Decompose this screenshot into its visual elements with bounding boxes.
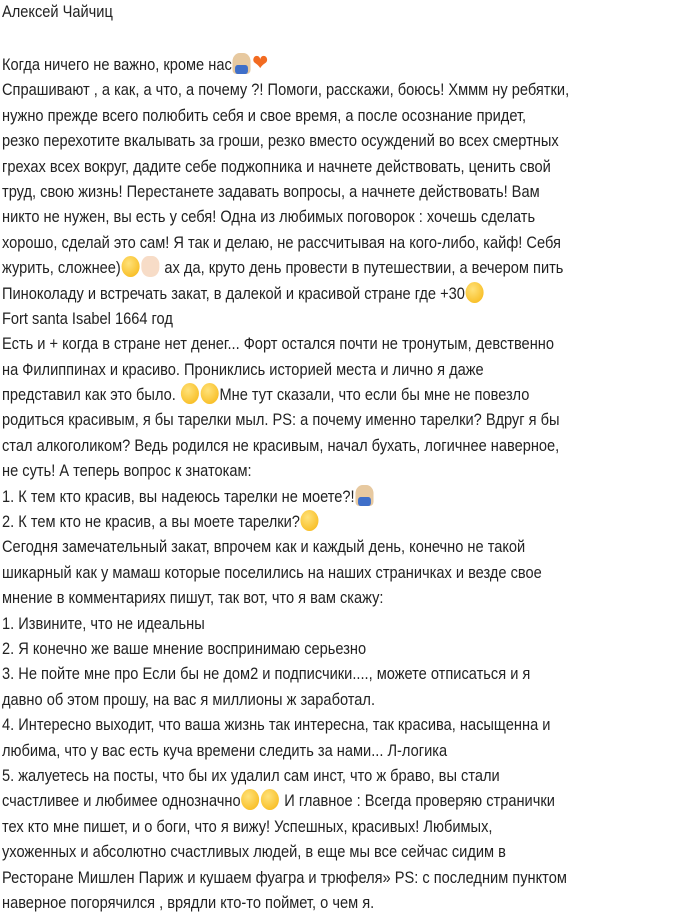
text-segment: 3. Не пойте мне про Если бы не дом2 и подписчики...., можете отписаться и я xyxy=(2,664,531,684)
text-segment: счастливее и любимее однозначно xyxy=(2,791,241,811)
text-segment: Ресторане Мишлен Париж и кушаем фуагра и трюфеля» PS: с последним пунктом xyxy=(2,867,567,887)
text-segment: мнение в комментариях пишут, так вот, что я вам скажу: xyxy=(2,588,384,608)
text-line xyxy=(2,255,569,280)
text-line xyxy=(2,534,569,559)
text-segment: грехах всех вокруг, дадите себе поджопника и начнете действовать, ценить свой xyxy=(2,156,551,176)
text-segment: на Филиппинах и красиво. Прониклись историей места и лично я даже xyxy=(2,359,484,379)
text-segment: Мне тут сказали, что если бы мне не повезло xyxy=(219,385,530,405)
text-line xyxy=(2,636,569,661)
text-segment: Когда ничего не важно, кроме нас xyxy=(2,55,232,74)
tears-of-joy-icon xyxy=(261,789,279,810)
grinning-sweat-icon xyxy=(122,256,140,277)
text-line xyxy=(2,331,569,356)
text-line xyxy=(2,814,569,839)
text-segment: Пиноколаду и встречать закат, в далекой и красивой стране где +30 xyxy=(2,283,465,303)
text-segment: Сегодня замечательный закат, впрочем как и каждый день, конечно не такой xyxy=(2,537,526,557)
text-segment: 2. К тем кто не красив, а вы моете тарелки? xyxy=(2,512,300,532)
text-segment: тех кто мне пишет, и о боги, что я вижу! Успешных, красивых! Любимых, xyxy=(2,816,493,836)
text-line xyxy=(2,103,569,128)
post-body xyxy=(2,52,661,915)
text-line xyxy=(2,433,569,458)
text-line xyxy=(2,204,569,229)
face-with-monocle-icon xyxy=(181,383,199,404)
text-segment: 5. жалуетесь на посты, что бы их удалил сам инст, что ж браво, вы стали xyxy=(2,765,500,785)
text-segment: 2. Я конечно же ваше мнение воспринимаю серьезно xyxy=(2,638,367,658)
text-segment: журить, сложнее) xyxy=(2,258,121,278)
text-segment: Fort santa Isabel 1664 год xyxy=(2,308,173,328)
text-segment: резко перехотите вкалывать за гроши, резко вместо осуждений во всех смертных xyxy=(2,131,559,151)
drooling-face-icon xyxy=(466,282,484,303)
text-line xyxy=(2,230,569,255)
text-segment: никто не нужен, вы есть у себя! Одна из любимых поговорок : хочешь сделать xyxy=(2,207,536,227)
text-line xyxy=(2,281,569,306)
text-line xyxy=(2,77,569,102)
text-line xyxy=(2,357,569,382)
grinning-sweat-icon xyxy=(241,789,259,810)
text-segment: нужно прежде всего полюбить себя и свое время, а после осознание придет, xyxy=(2,105,527,125)
text-segment: ухоженных и абсолютно счастливых людей, в еще мы все сейчас сидим в xyxy=(2,842,506,862)
text-segment: стал алкоголиком? Ведь родился не красивым, начал бухать, логичнее наверное, xyxy=(2,435,560,455)
text-line xyxy=(2,560,569,585)
text-segment: родиться красивым, я бы тарелки мыл. PS: а почему именно тарелки? Вдруг я бы xyxy=(2,410,560,430)
text-line xyxy=(2,154,569,179)
text-line xyxy=(2,306,569,331)
text-line xyxy=(2,661,569,686)
text-segment: труд, свою жизнь! Перестанете задавать вопросы, а начнете действовать! Вам xyxy=(2,181,540,201)
text-segment: представил как это было. xyxy=(2,385,180,405)
person-crossing-arms-icon xyxy=(355,485,373,506)
text-segment: Есть и + когда в стране нет денег... Форт остался почти не тронутым, девственно xyxy=(2,334,554,354)
raised-hand-icon xyxy=(141,256,159,277)
text-segment: шикарный как у мамаш которые поселились на наших страничках и везде свое xyxy=(2,562,542,582)
text-line xyxy=(2,738,569,763)
text-line xyxy=(2,179,569,204)
person-crossing-arms-icon xyxy=(233,53,251,74)
text-segment: наверное погорячился , врядли кто-то поймет, о чем я. xyxy=(2,892,375,912)
text-line xyxy=(2,687,569,712)
text-line xyxy=(2,788,569,813)
text-line xyxy=(2,382,569,407)
text-line xyxy=(2,890,569,915)
text-segment: И главное : Всегда проверяю странички xyxy=(280,791,555,811)
text-line xyxy=(2,484,569,509)
text-segment: 4. Интересно выходит, что ваша жизнь так интересна, так красива, насыщенна и xyxy=(2,715,551,735)
text-segment: хорошо, сделай это сам! Я так и делаю, не рассчитывая на кого-либо, кайф! Себя xyxy=(2,232,561,252)
text-segment: 1. К тем кто красив, вы надеюсь тарелки не моете?! xyxy=(2,486,355,506)
text-segment: ах да, круто день провести в путешествии, а вечером пить xyxy=(160,258,564,278)
text-line xyxy=(2,407,569,432)
text-line xyxy=(2,763,569,788)
text-line xyxy=(2,839,569,864)
author-name: Алексей Чайчиц xyxy=(2,2,113,21)
text-segment: не суть! А теперь вопрос к знатокам: xyxy=(2,461,252,481)
text-segment: давно об этом прошу, на вас я миллионы ж заработал. xyxy=(2,689,376,709)
face-with-monocle-icon xyxy=(301,510,319,531)
text-line xyxy=(2,52,569,77)
text-segment: Спрашивают , а как, а что, а почему ?! Помоги, расскажи, боюсь! Хммм ну ребятки, xyxy=(2,80,570,100)
text-line xyxy=(2,128,569,153)
text-segment: любима, что у вас есть куча времени следить за нами... Л-логика xyxy=(2,740,448,760)
shushing-face-icon xyxy=(201,383,219,404)
text-line xyxy=(2,712,569,737)
orange-heart-icon xyxy=(252,53,271,74)
text-line xyxy=(2,509,569,534)
text-line xyxy=(2,865,569,890)
text-line xyxy=(2,458,569,483)
text-segment: 1. Извините, что не идеальны xyxy=(2,613,205,633)
text-line xyxy=(2,611,569,636)
text-line xyxy=(2,585,569,610)
